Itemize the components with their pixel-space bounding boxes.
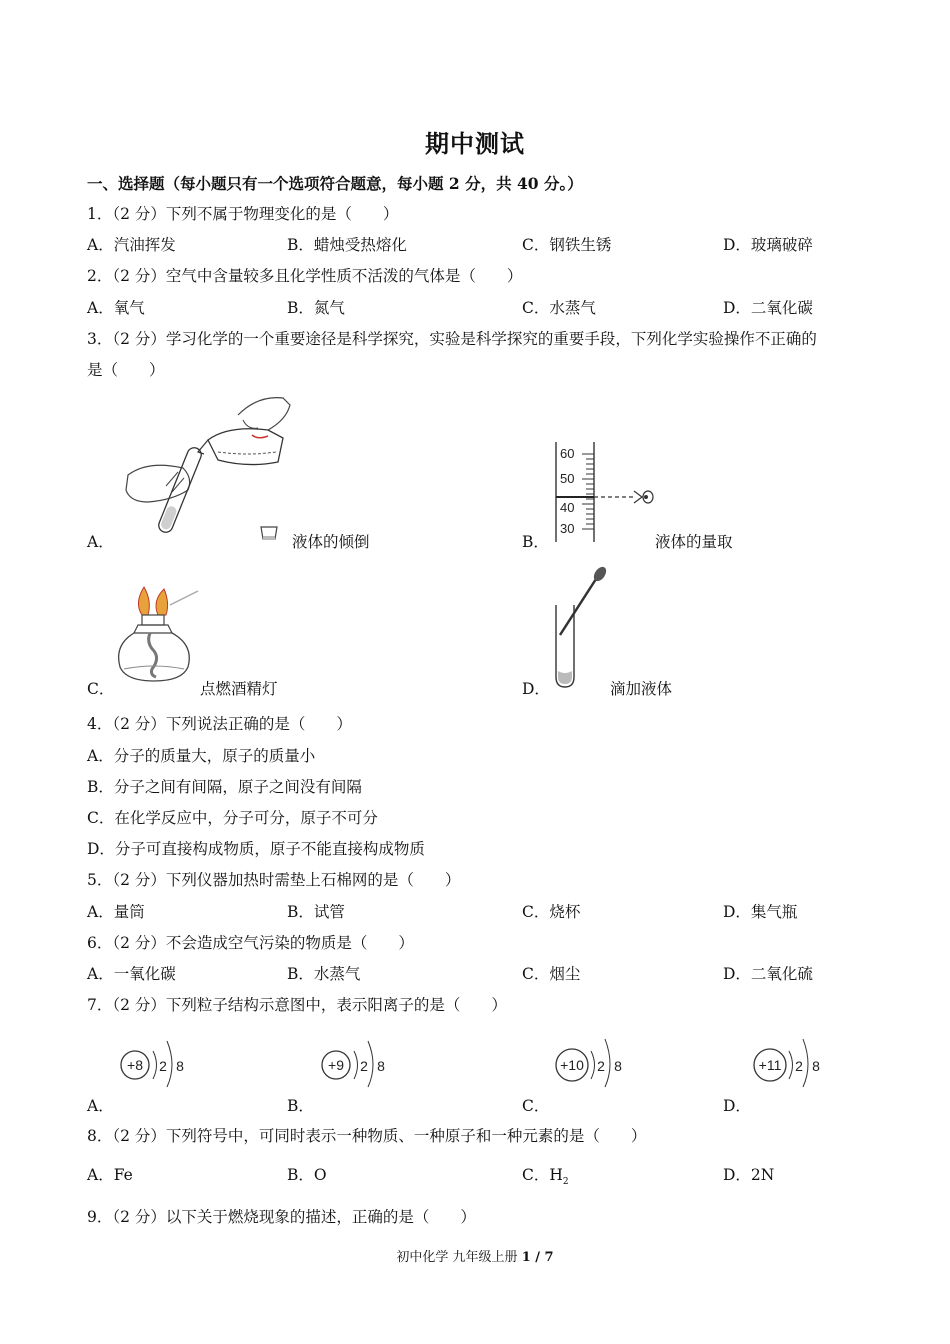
question-5-option-a[interactable]: A．量筒 (87, 903, 145, 921)
question-1-option-d[interactable]: D．玻璃破碎 (723, 236, 813, 254)
particle-diagram-b (316, 1024, 396, 1088)
question-3-caption-c: 点燃酒精灯 (200, 680, 278, 698)
shell-electrons-a-1: 2 (159, 1058, 167, 1074)
question-8-option-c[interactable] (522, 1163, 569, 1187)
question-7-option-d[interactable]: D． (723, 1097, 751, 1115)
question-3-stem: 3．（2 分）学习化学的一个重要途径是科学探究，实验是科学探究的重要手段，下列化学实验操作不正确的 (87, 330, 817, 348)
dropper-test-tube-figure (548, 565, 618, 693)
page-number: 1 / 7 (521, 1250, 554, 1265)
h2-subscript: 2 (562, 1177, 569, 1188)
footer-text: 初中化学 九年级上册 (396, 1250, 522, 1265)
question-5-stem: 5．（2 分）下列仪器加热时需垫上石棉网的是（ ） (87, 871, 461, 889)
question-4-stem: 4．（2 分）下列说法正确的是（ ） (87, 715, 352, 733)
question-1-option-b[interactable]: B．蜡烛受热熔化 (287, 236, 407, 254)
question-3-option-d[interactable]: D． (522, 680, 550, 698)
question-4-option-b[interactable]: B．分子之间有间隔，原子之间没有间隔 (87, 778, 362, 796)
nucleus-charge-b: +9 (328, 1057, 344, 1073)
question-1-stem: 1．（2 分）下列不属于物理变化的是（ ） (87, 205, 399, 223)
question-7-stem: 7．（2 分）下列粒子结构示意图中，表示阳离子的是（ ） (87, 996, 507, 1014)
page-footer (0, 1246, 950, 1265)
question-5-option-b[interactable]: B．试管 (287, 903, 345, 921)
question-2-option-c[interactable]: C．水蒸气 (522, 299, 596, 317)
question-6-option-b[interactable]: B．水蒸气 (287, 965, 361, 983)
shell-electrons-d-2: 8 (812, 1058, 820, 1074)
pouring-liquid-figure (118, 390, 298, 545)
particle-diagram-c (550, 1024, 632, 1088)
alcohol-lamp-figure (112, 585, 202, 693)
nucleus-charge-d: +11 (758, 1057, 782, 1073)
question-2-option-d[interactable]: D．二氧化碳 (723, 299, 813, 317)
question-6-option-d[interactable]: D．二氧化硫 (723, 965, 813, 983)
question-7-option-b[interactable]: B． (287, 1097, 314, 1115)
question-3-stem-continued: 是（ ） (87, 361, 165, 379)
question-6-option-a[interactable]: A．一氧化碳 (87, 965, 176, 983)
bottle-stopper-icon (258, 524, 280, 542)
question-2-option-b[interactable]: B．氮气 (287, 299, 345, 317)
nucleus-charge-a: +8 (127, 1057, 143, 1073)
question-8-option-a[interactable]: A．Fe (87, 1166, 133, 1184)
question-5-option-c[interactable]: C．烧杯 (522, 903, 581, 921)
question-8-option-d[interactable]: D．2N (723, 1166, 775, 1184)
question-4-option-a[interactable]: A．分子的质量大，原子的质量小 (87, 747, 316, 765)
question-3-caption-b: 液体的量取 (655, 533, 733, 551)
question-3-option-b[interactable]: B． (522, 533, 549, 551)
question-6-stem: 6．（2 分）不会造成空气污染的物质是（ ） (87, 934, 414, 952)
question-3-caption-a: 液体的倾倒 (292, 533, 370, 551)
page-title: 期中测试 (425, 129, 525, 158)
question-1-option-c[interactable]: C．钢铁生锈 (522, 236, 612, 254)
question-4-option-d[interactable]: D．分子可直接构成物质，原子不能直接构成物质 (87, 840, 425, 858)
question-2-stem: 2．（2 分）空气中含量较多且化学性质不活泼的气体是（ ） (87, 267, 523, 285)
question-3-option-c[interactable]: C． (87, 680, 115, 698)
question-7-option-c[interactable]: C． (522, 1097, 550, 1115)
measuring-cylinder-figure (550, 440, 660, 545)
question-1-option-a[interactable]: A．汽油挥发 (87, 236, 176, 254)
shell-electrons-b-2: 8 (377, 1058, 385, 1074)
question-8-option-b[interactable]: B．O (287, 1166, 327, 1184)
question-5-option-d[interactable]: D．集气瓶 (723, 903, 798, 921)
question-8-option-c-label: C．H (522, 1166, 563, 1184)
shell-electrons-c-1: 2 (597, 1058, 605, 1074)
question-6-option-c[interactable]: C．烟尘 (522, 965, 581, 983)
cylinder-tick-30: 30 (560, 521, 575, 536)
question-3-caption-d: 滴加液体 (610, 680, 673, 698)
question-9-stem: 9．（2 分）以下关于燃烧现象的描述，正确的是（ ） (87, 1208, 476, 1226)
shell-electrons-a-2: 8 (176, 1058, 184, 1074)
section-heading: 一、选择题（每小题只有一个选项符合题意，每小题 2 分，共 40 分。） (87, 174, 583, 193)
question-3-option-a[interactable]: A． (87, 533, 114, 551)
particle-diagram-a (115, 1024, 195, 1088)
cylinder-tick-40: 40 (560, 500, 575, 515)
question-2-option-a[interactable]: A．氧气 (87, 299, 145, 317)
question-8-stem: 8．（2 分）下列符号中，可同时表示一种物质、一种原子和一种元素的是（ ） (87, 1127, 647, 1145)
shell-electrons-d-1: 2 (795, 1058, 803, 1074)
nucleus-charge-c: +10 (560, 1057, 584, 1073)
cylinder-tick-60: 60 (560, 446, 575, 461)
shell-electrons-b-1: 2 (360, 1058, 368, 1074)
question-7-option-a[interactable]: A． (87, 1097, 114, 1115)
cylinder-tick-50: 50 (560, 471, 575, 486)
shell-electrons-c-2: 8 (614, 1058, 622, 1074)
particle-diagram-d (748, 1024, 830, 1088)
question-4-option-c[interactable]: C．在化学反应中，分子可分，原子不可分 (87, 809, 378, 827)
